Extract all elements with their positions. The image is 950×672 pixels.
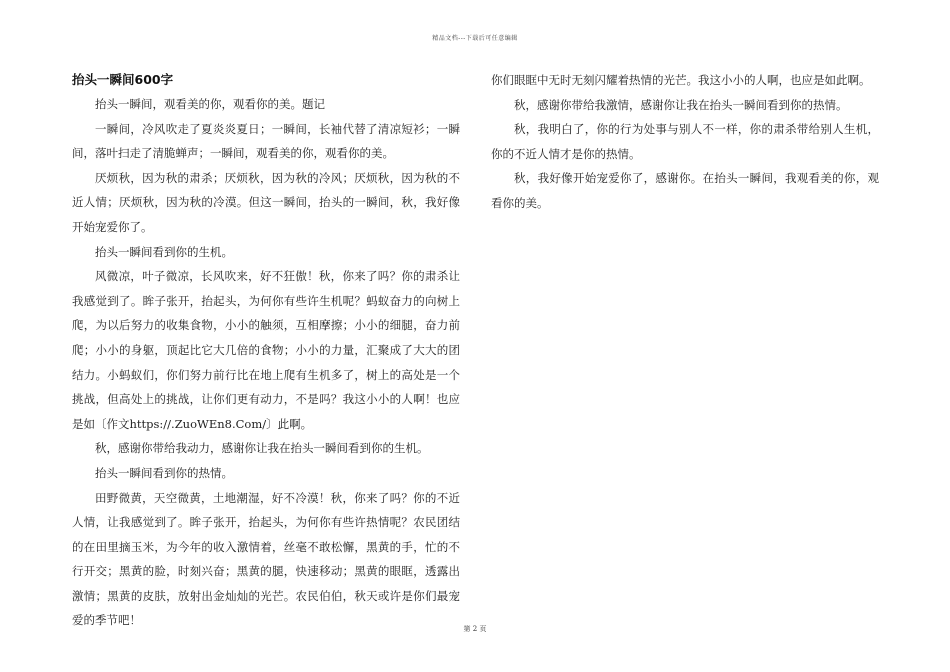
paragraph-thanks-passion: 秋，感谢你带给我激情，感谢你让我在抬头一瞬间看到你的热情。: [514, 97, 848, 112]
paragraph-dislike-autumn: 厌烦秋，因为秋的肃杀；厌烦秋，因为秋的冷风；厌烦秋，因为秋的不近人情；厌烦秋，因为秋的冷漠。但这一瞬间，抬头的一瞬间，秋，我好像开始宠爱你了。: [72, 170, 460, 234]
paragraph-ants: 风微凉，叶子微凉，长风吹来，好不狂傲！秋，你来了吗？你的肃杀让我感觉到了。眸子张开，抬起头，为何你有些许生机呢？蚂蚁奋力的向树上爬，为以后努力的收集食物，小小的触须，互相摩擦；小小的细腿，奋力前爬；小小的身躯，顶起比它大几倍的食物；小小的力量，汇聚成了大大的团结力。小蚂蚁们，你们努力前行比在地上爬有生机多了，树上的高处是一个挑战，但高处上的挑战，让你们更有动力，不是吗？我这小小的人啊！也应是如〔作文https://.ZuoWEn8.Com/〕此啊。: [72, 269, 460, 431]
page-header-watermark: 精品文档---下载后可任意编辑: [432, 35, 518, 42]
paragraph-farmers: 田野微黄，天空微黄，土地潮湿，好不冷漠！秋，你来了吗？你的不近人情，让我感觉到了。眸子张开，抬起头，为何你有些许热情呢？农民团结的在田里摘玉米，为今年的收入激情着，丝毫不敢松懈，黑黄的手，忙的不行开交；黑黄的脸，时刻兴奋；黑黄的腿，快速移动；黑黄的眼眶，透露出激情；黑黄的皮肤，放射出金灿灿的光芒。农民伯伯，秋天或许是你们最宠爱的季节吧！: [72, 490, 460, 628]
page-number: 第 2 页: [463, 625, 487, 633]
paragraph-farmers-continued: 你们眼眶中无时无刻闪耀着热情的光芒。我这小小的人啊，也应是如此啊。: [491, 73, 871, 87]
right-column: [491, 68, 879, 216]
paragraph-intro: 一瞬间，冷风吹走了夏炎炎夏日；一瞬间，长袖代替了清凉短衫；一瞬间，落叶扫走了清脆蝉声；一瞬间，观看美的你，观看你的美。: [72, 121, 460, 161]
left-column: [72, 68, 460, 633]
section-heading-passion: 抬头一瞬间看到你的热情。: [95, 465, 233, 480]
paragraph-epigraph: 抬头一瞬间，观看美的你，观看你的美。题记: [95, 97, 325, 111]
paragraph-thanks-vitality: 秋，感谢你带给我动力，感谢你让我在抬头一瞬间看到你的生机。: [95, 441, 429, 456]
section-heading-vitality: 抬头一瞬间看到你的生机。: [95, 244, 233, 259]
paragraph-understanding: 秋，我明白了，你的行为处事与别人不一样，你的肃杀带给别人生机，你的不近人情才是你的热情。: [491, 122, 879, 161]
paragraph-conclusion: 秋，我好像开始宠爱你了，感谢你。在抬头一瞬间，我观看美的你，观看你的美。: [491, 171, 879, 210]
document-title: 抬头一瞬间600字: [72, 72, 174, 87]
